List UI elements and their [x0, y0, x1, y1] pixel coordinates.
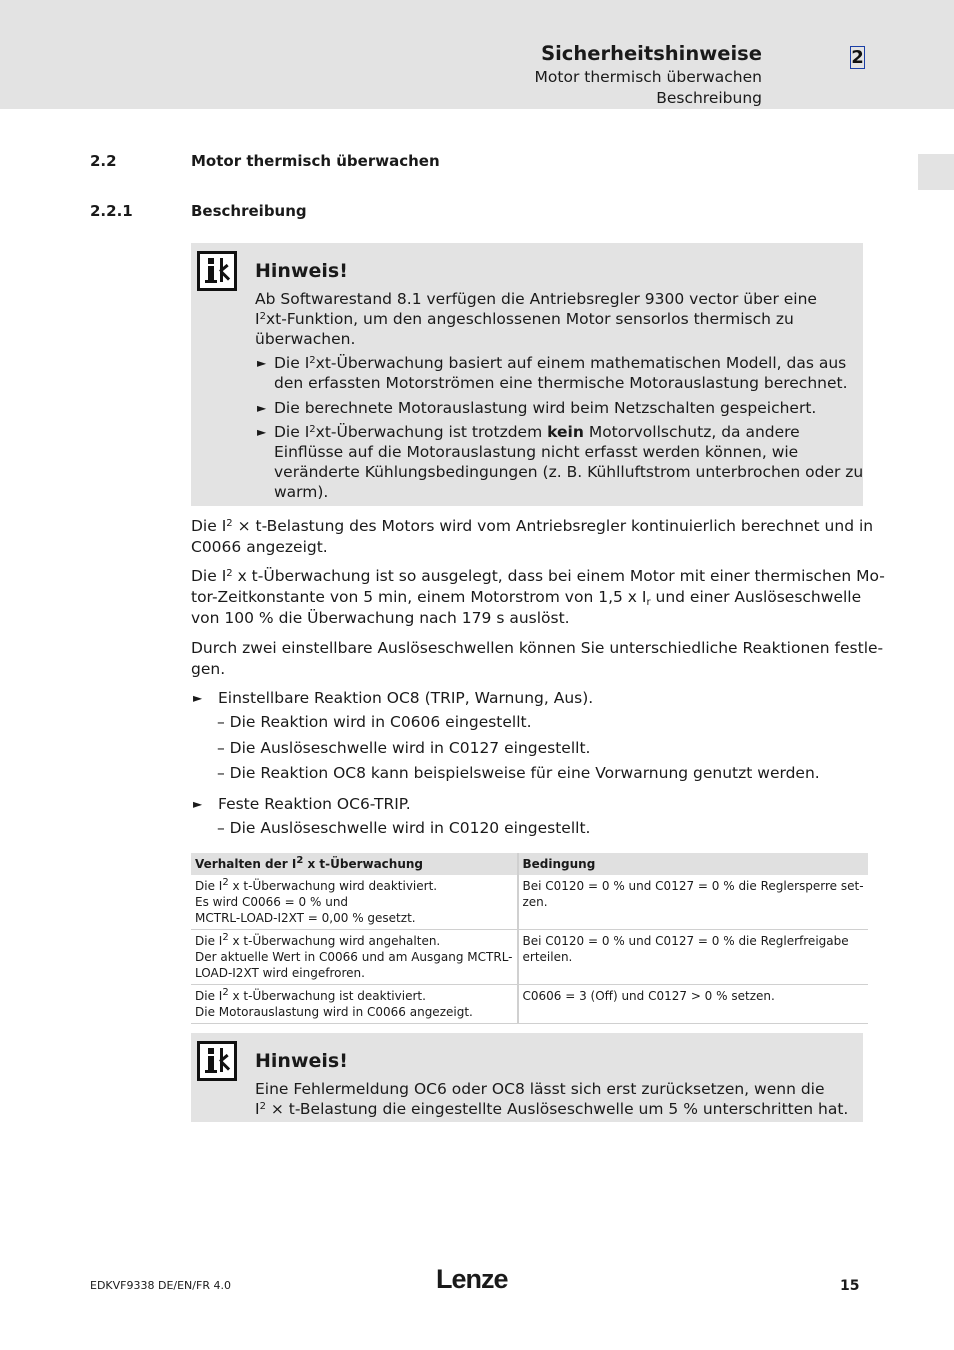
table-row: [191, 930, 868, 985]
chapter-side-tab: [918, 154, 954, 190]
table-row: [191, 985, 868, 1024]
bullet-triangle-icon: ►: [257, 401, 267, 415]
behaviour-table: [191, 853, 868, 1024]
sub-list-item: – Die Auslöseschwelle wird in C0127 eingestellt.: [217, 739, 591, 757]
note-heading: Hinweis!: [255, 260, 348, 282]
bullet-triangle-icon: ►: [193, 691, 203, 705]
table-row: [191, 875, 868, 930]
lenze-logo: Lenze: [436, 1264, 508, 1294]
section-subtitle: Motor thermisch überwachen: [534, 68, 762, 86]
subsection-number: 2.2.1: [90, 202, 133, 220]
header-band: [0, 0, 954, 109]
sub-list-item: – Die Auslöseschwelle wird in C0120 eingestellt.: [217, 819, 591, 837]
bullet-triangle-icon: ►: [257, 356, 267, 370]
table-cell: Bei C0120 = 0 % und C0127 = 0 % die Reglerfreigabe erteilen.: [518, 930, 868, 985]
subsection-subtitle: Beschreibung: [656, 89, 762, 107]
section-number: 2.2: [90, 152, 117, 170]
sub-list-item: – Die Reaktion OC8 kann beispielsweise für eine Vorwarnung genutzt werden.: [217, 764, 820, 782]
info-icon: [197, 251, 237, 291]
table-cell: Bei C0120 = 0 % und C0127 = 0 % die Reglersperre set- zen.: [518, 875, 868, 930]
chapter-title: Sicherheitshinweise: [541, 42, 762, 65]
document-id: EDKVF9338 DE/EN/FR 4.0: [90, 1279, 231, 1292]
table-header-cell: Bedingung: [518, 853, 868, 875]
table-cell: Die $I^2$ x t-Überwachung ist deaktiviert. Die Motorauslastung wird in C0066 angezeigt.: [191, 985, 518, 1024]
paragraph: Die $I^2$ × t-Belastung des Motors wird vom Antriebsregler kontinuierlich berechnet und in C0066 angezeigt.: [191, 517, 874, 556]
paragraph: Die $I^2$ x t-Überwachung ist so ausgelegt, dass bei einem Motor mit einer thermischen Mo- tor-Zeitkonstante von 5 min, einem Motorstrom von 1,5 x $I_r$ und einer Auslöseschwelle von 100 % die Überwachung nach 179 s auslöst.: [191, 567, 885, 627]
info-icon: [197, 1041, 237, 1081]
bullet-triangle-icon: ►: [257, 425, 267, 439]
paragraph: Durch zwei einstellbare Auslöseschwellen können Sie unterschiedliche Reaktionen festle- gen.: [191, 639, 884, 678]
sub-list-item: – Die Reaktion wird in C0606 eingestellt.: [217, 713, 532, 731]
table-header-cell: Verhalten der $I^2$ x t-Überwachung: [191, 853, 518, 875]
note-text: Eine Fehlermeldung OC6 oder OC8 lässt sich erst zurücksetzen, wenn die $I^2$ × t-Belastung die eingestellte Auslöseschwelle um 5 % unterschritten hat.: [255, 1080, 849, 1118]
table-cell: Die $I^2$ x t-Überwachung wird angehalten. Der aktuelle Wert in C0066 und am Ausgang MCTRL- LOAD-I2XT wird eingefroren.: [191, 930, 518, 985]
chapter-number-link[interactable]: 2: [851, 47, 864, 68]
note-heading: Hinweis!: [255, 1050, 348, 1072]
bullet-triangle-icon: ►: [193, 797, 203, 811]
section-heading: Motor thermisch überwachen: [191, 152, 440, 170]
table-header-row: [191, 853, 868, 875]
table-cell: C0606 = 3 (Off) und C0127 > 0 % setzen.: [518, 985, 868, 1024]
subsection-heading: Beschreibung: [191, 202, 307, 220]
note-box: [191, 1033, 863, 1122]
note-intro: Ab Softwarestand 8.1 verfügen die Antriebsregler 9300 vector über eine $I^2xt$-Funktion, um den angeschlossenen Motor sensorlos thermisch zu überwachen.: [255, 290, 817, 348]
page-number: 15: [840, 1278, 860, 1294]
table-cell: Die $I^2$ x t-Überwachung wird deaktiviert. Es wird C0066 = 0 % und MCTRL-LOAD-I2XT = 0,00 % gesetzt.: [191, 875, 518, 930]
note-box: Hinweis! Ab Softwarestand 8.1 verfügen die Antriebsregler 9300 vector über eine $I^2xt$-Funktion, um den angeschlossenen Motor sensorlos thermisch zu überwachen. ► Die $I^2xt$-Überwachung basiert auf einem mathematischen Modell, das aus den erfassten Motorströmen eine thermische Motorauslastung berechnet. ► Die berechnete Motorauslastung wird beim Netzschalten gespeichert. ► Die $I^2xt$-Überwachung ist trotzdem kein Motorvollschutz, da andere Einflüsse auf die Motorauslastung nicht erfasst werden können, wie veränderte Kühlungsbedingungen (z. B. Kühlluftstrom unterbrochen oder zu warm).: [191, 243, 863, 506]
